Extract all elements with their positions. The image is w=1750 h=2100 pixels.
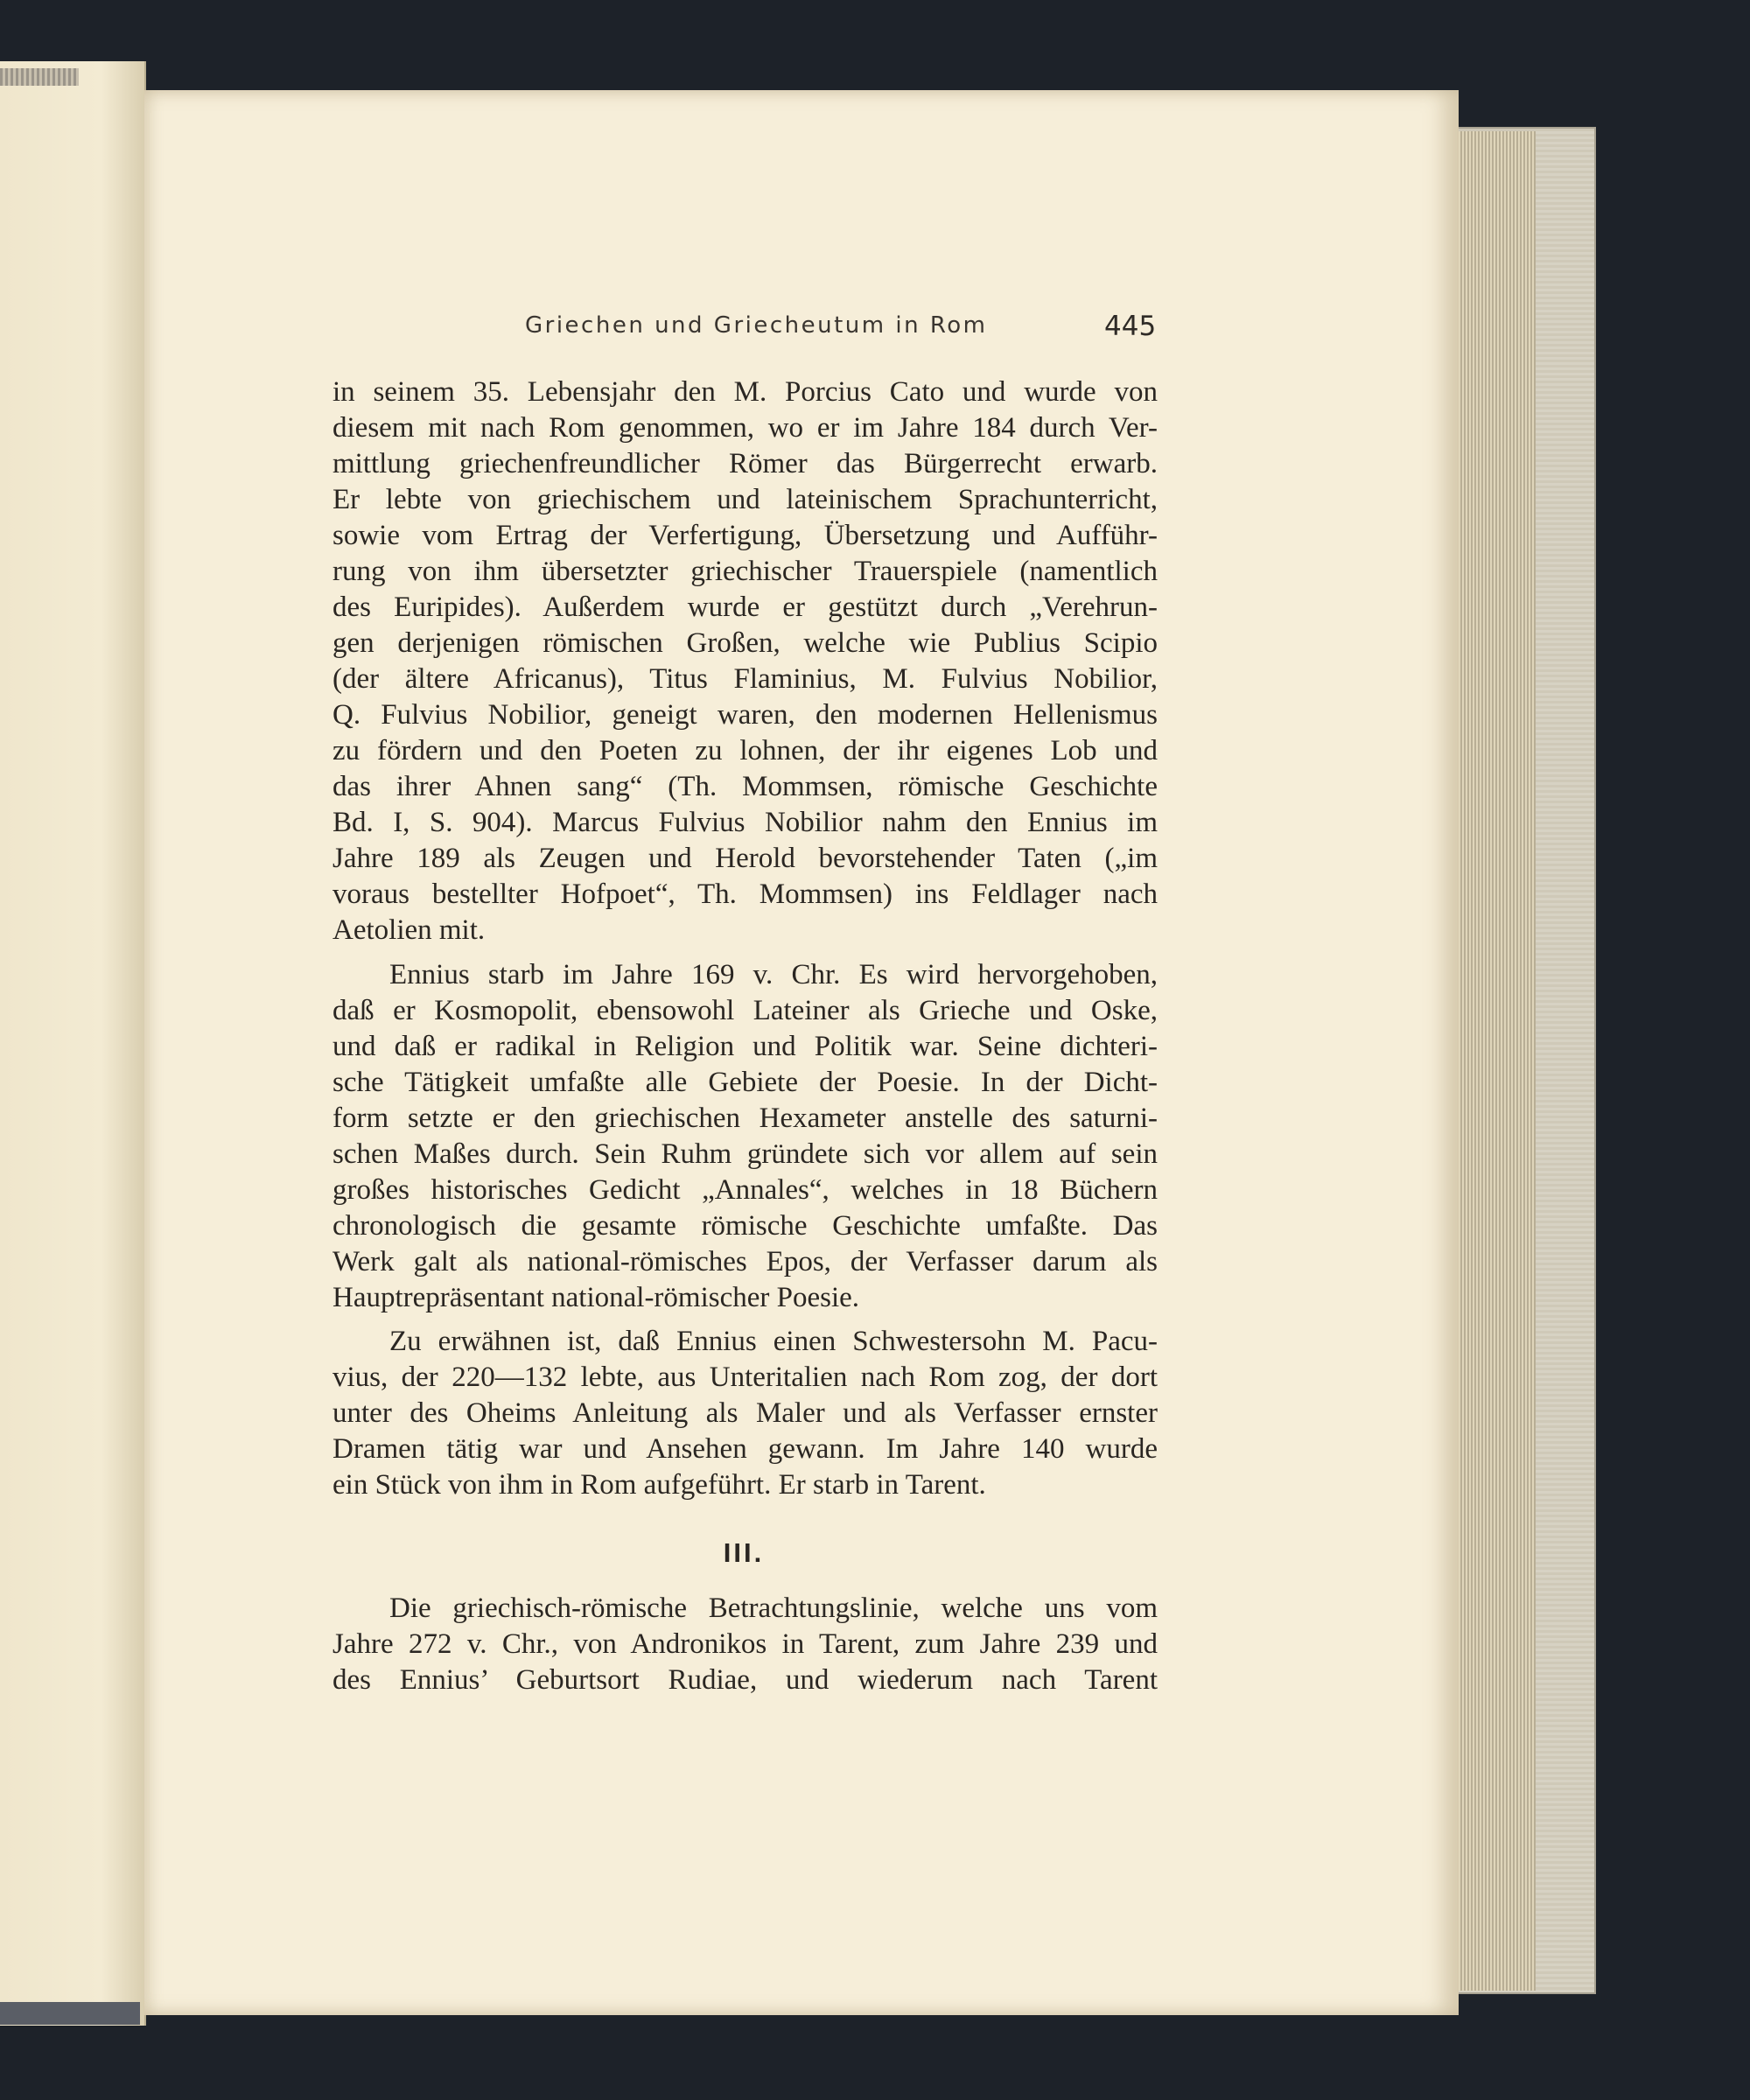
text-line: des Euripides). Außerdem wurde er gestützt durch „Verehrun- xyxy=(332,592,1158,623)
text-line: schen Maßes durch. Sein Ruhm gründete sich vor allem auf sein xyxy=(332,1138,1158,1170)
text-line: daß er Kosmopolit, ebensowohl Lateiner als Grieche und Oske, xyxy=(332,995,1158,1026)
text-line: Bd. I, S. 904). Marcus Fulvius Nobilior nahm den Ennius im xyxy=(332,807,1158,838)
page-block-edges xyxy=(1448,131,1536,1991)
text-line: des Ennius’ Geburtsort Rudiae, und wiederum nach Tarent xyxy=(332,1664,1158,1696)
text-line: voraus bestellter Hofpoet“, Th. Mommsen) ins Feldlager nach xyxy=(332,878,1158,910)
left-cover-bottom xyxy=(0,2002,140,2025)
text-line: das ihrer Ahnen sang“ (Th. Mommsen, römische Geschichte xyxy=(332,771,1158,802)
text-line: (der ältere Africanus), Titus Flaminius, M. Fulvius Nobilior, xyxy=(332,663,1158,695)
left-cover-cloth xyxy=(0,68,79,86)
text-line: Hauptrepräsentant national-römischer Poesie. xyxy=(332,1282,860,1313)
text-line: Die griechisch-römische Betrachtungslinie, welche uns vom xyxy=(389,1592,1158,1624)
text-line: form setzte er den griechischen Hexameter anstelle des saturni- xyxy=(332,1102,1158,1134)
text-line: Jahre 272 v. Chr., von Andronikos in Tarent, zum Jahre 239 und xyxy=(332,1628,1158,1660)
running-header: Griechen und Griecheutum in Rom xyxy=(525,312,988,339)
text-line: vius, der 220—132 lebte, aus Unteritalien nach Rom zog, der dort xyxy=(332,1362,1158,1393)
page-number: 445 xyxy=(1104,311,1157,342)
text-line: Werk galt als national-römisches Epos, der Verfasser darum als xyxy=(332,1246,1158,1278)
text-line: zu fördern und den Poeten zu lohnen, der ihr eigenes Lob und xyxy=(332,735,1158,766)
text-line: Er lebte von griechischem und lateinischem Sprachunterricht, xyxy=(332,484,1158,515)
text-line: sowie vom Ertrag der Verfertigung, Übersetzung und Aufführ- xyxy=(332,520,1158,551)
text-line: rung von ihm übersetzter griechischer Trauerspiele (namentlich xyxy=(332,556,1158,587)
text-line: diesem mit nach Rom genommen, wo er im Jahre 184 durch Ver- xyxy=(332,412,1158,444)
text-line: ein Stück von ihm in Rom aufgeführt. Er starb in Tarent. xyxy=(332,1469,986,1501)
text-line: und daß er radikal in Religion und Politik war. Seine dichteri- xyxy=(332,1031,1158,1062)
left-page-edge xyxy=(0,61,146,2026)
text-line: unter des Oheims Anleitung als Maler und als Verfasser ernster xyxy=(332,1397,1158,1429)
section-heading: III. xyxy=(723,1537,765,1568)
text-line: Jahre 189 als Zeugen und Herold bevorstehender Taten („im xyxy=(332,843,1158,874)
text-line: in seinem 35. Lebensjahr den M. Porcius Cato und wurde von xyxy=(332,376,1158,408)
text-line: chronologisch die gesamte römische Geschichte umfaßte. Das xyxy=(332,1210,1158,1242)
text-line: Q. Fulvius Nobilior, geneigt waren, den modernen Hellenismus xyxy=(332,699,1158,731)
text-line: Dramen tätig war und Ansehen gewann. Im Jahre 140 wurde xyxy=(332,1433,1158,1465)
text-line: mittlung griechenfreundlicher Römer das Bürgerrecht erwarb. xyxy=(332,448,1158,480)
text-line: Ennius starb im Jahre 169 v. Chr. Es wird hervorgehoben, xyxy=(389,959,1158,990)
text-line: großes historisches Gedicht „Annales“, welches in 18 Büchern xyxy=(332,1174,1158,1206)
text-line: Aetolien mit. xyxy=(332,914,486,946)
text-line: sche Tätigkeit umfaßte alle Gebiete der Poesie. In der Dicht- xyxy=(332,1067,1158,1098)
text-line: gen derjenigen römischen Großen, welche wie Publius Scipio xyxy=(332,627,1158,659)
text-line: Zu erwähnen ist, daß Ennius einen Schwestersohn M. Pacu- xyxy=(389,1326,1158,1357)
